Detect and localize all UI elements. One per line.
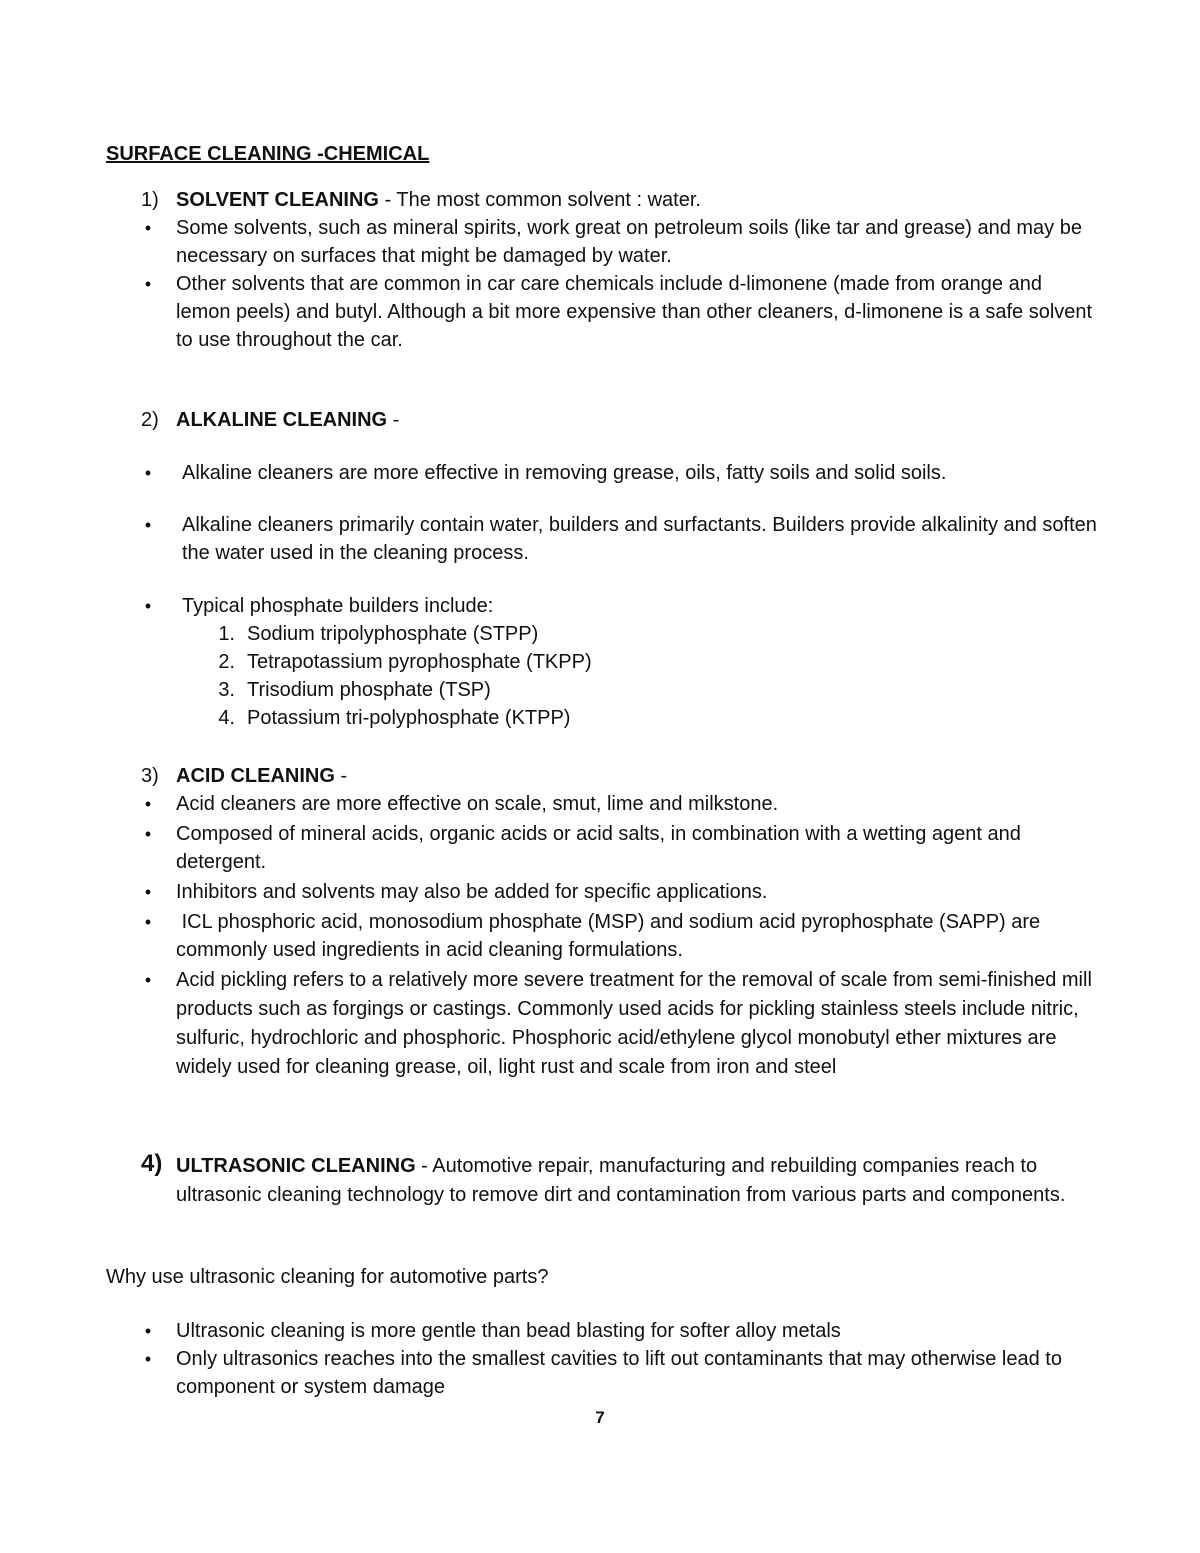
section-3-heading: ACID CLEANING [176, 765, 335, 787]
page-title: SURFACE CLEANING -CHEMICAL [106, 143, 430, 165]
section-4-heading-rest: - Automotive repair, manufacturing and rebuilding companies reach to ultrasonic cleaning technology to remove dirt and contamination from various parts and components. [176, 1155, 1066, 1206]
question: Why use ultrasonic cleaning for automotive parts? [106, 1266, 549, 1288]
bullet-icon: • [144, 882, 152, 902]
section-1-bullet-2: Other solvents that are common in car care chemicals include d-limonene (made from orange and lemon peels) and butyl. Although a bit more expensive than other cleaners, d-limonene is a safe solvent to use throughout the car. [176, 273, 1093, 351]
section-2-bullet-2: Alkaline cleaners primarily contain water, builders and surfactants. Builders provide alkalinity and soften the water used in the cleaning process. [182, 514, 1097, 564]
section-3-number: 3) [141, 765, 159, 787]
final-bullet-2: Only ultrasonics reaches into the smallest cavities to lift out contaminants that may otherwise lead to component or system damage [176, 1348, 1062, 1398]
sublist-number: 4. [218, 707, 235, 729]
section-3-heading-line [176, 762, 1096, 790]
bullet-icon: • [144, 1349, 152, 1369]
sublist-item: Trisodium phosphate (TSP) [247, 679, 491, 701]
bullet-icon: • [144, 596, 152, 616]
sublist-item: Potassium tri-polyphosphate (KTPP) [247, 707, 571, 729]
bullet-icon: • [144, 515, 152, 535]
sublist-number: 3. [218, 679, 235, 701]
sublist-item: Tetrapotassium pyrophosphate (TKPP) [247, 651, 592, 673]
section-1-heading-line [176, 186, 1096, 214]
section-3-heading-rest: - [334, 765, 348, 787]
final-bullet-1: Ultrasonic cleaning is more gentle than bead blasting for softer alloy metals [176, 1320, 841, 1342]
section-2-heading-rest: - [387, 409, 400, 431]
section-3-bullet-1: Acid cleaners are more effective on scale, smut, lime and milkstone. [176, 793, 779, 815]
page-number: 7 [595, 1408, 605, 1427]
section-4-heading-line [176, 1152, 1091, 1210]
sublist-item: Sodium tripolyphosphate (STPP) [247, 623, 539, 645]
section-1-bullet-1: Some solvents, such as mineral spirits, work great on petroleum soils (like tar and grease) and may be necessary on surfaces that might be damaged by water. [176, 217, 1082, 267]
bullet-icon: • [144, 218, 152, 238]
section-2-heading-line [176, 406, 1096, 434]
section-1-heading: SOLVENT CLEANING [176, 189, 379, 211]
bullet-icon: • [144, 463, 152, 483]
sublist-number: 1. [218, 623, 235, 645]
section-3-bullet-3: Inhibitors and solvents may also be added for specific applications. [176, 881, 768, 903]
bullet-icon: • [144, 970, 152, 990]
bullet-icon: • [144, 274, 152, 294]
section-2-bullet-3: Typical phosphate builders include: [182, 595, 494, 617]
section-2-number: 2) [141, 409, 159, 431]
section-4-heading: ULTRASONIC CLEANING [176, 1155, 416, 1177]
bullet-icon: • [144, 794, 152, 814]
sublist-number: 2. [218, 651, 235, 673]
bullet-icon: • [144, 1321, 152, 1341]
section-1-heading-rest: - The most common solvent : water. [378, 189, 701, 211]
section-1-number: 1) [141, 189, 159, 211]
section-2-heading: ALKALINE CLEANING [176, 409, 388, 431]
bullet-icon: • [144, 824, 152, 844]
section-3-bullet-5: Acid pickling refers to a relatively more severe treatment for the removal of scale from semi-finished mill products such as forgings or castings. Commonly used acids for pickling stainless steels include nitric, sulfuric, hydrochloric and phosphoric. Phosphoric acid/ethylene glycol monobutyl ether mixtures are widely used for cleaning grease, oil, light rust and scale from iron and steel [176, 969, 1092, 1078]
section-3-bullet-4: ICL phosphoric acid, monosodium phosphate (MSP) and sodium acid pyrophosphate (SAPP) are commonly used ingredients in acid cleaning formulations. [176, 911, 1046, 961]
section-4-number: 4) [141, 1150, 163, 1177]
section-2-bullet-1: Alkaline cleaners are more effective in removing grease, oils, fatty soils and solid soils. [182, 462, 947, 484]
section-3-bullet-2: Composed of mineral acids, organic acids or acid salts, in combination with a wetting agent and detergent. [176, 823, 1021, 873]
bullet-icon: • [144, 912, 152, 932]
